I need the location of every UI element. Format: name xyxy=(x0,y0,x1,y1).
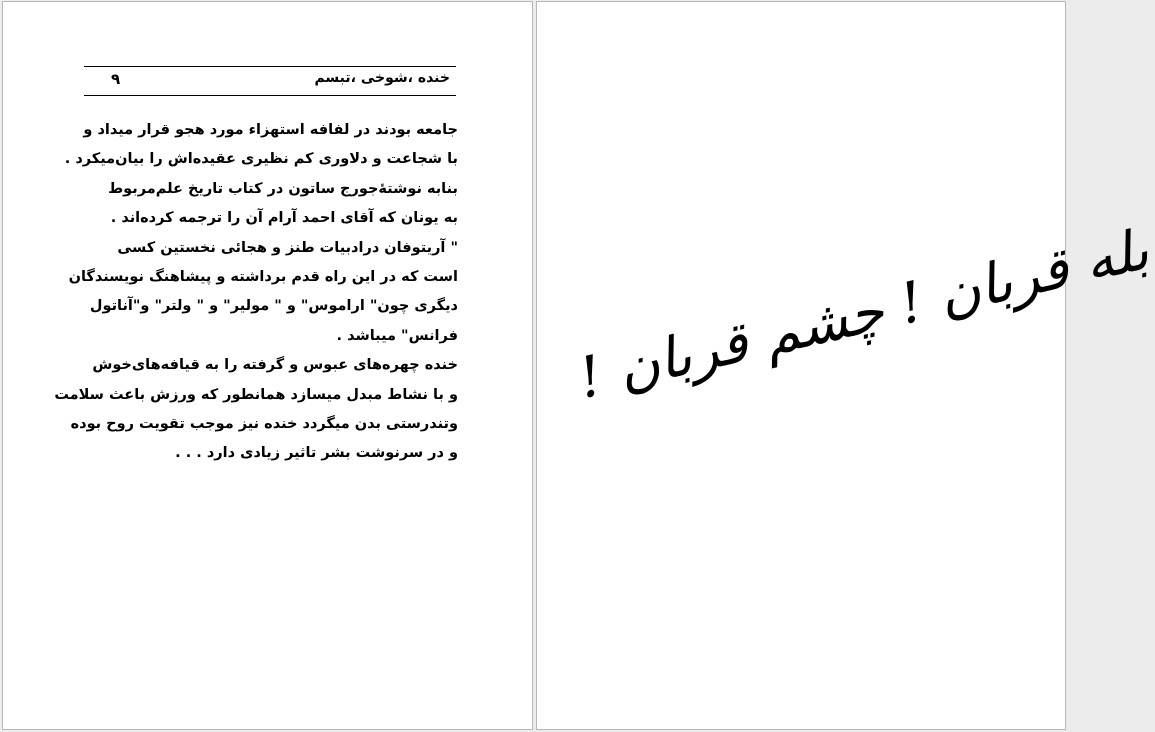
text-line: و در سرنوشت بشر تاثیر زیادی دارد . . . xyxy=(175,445,458,462)
running-head xyxy=(84,66,456,96)
text-line: و با نشاط مبدل میسازد همانطور که ورزش باعث سلامت xyxy=(54,386,458,403)
left-page xyxy=(2,1,533,730)
body-text xyxy=(54,116,458,469)
text-line: خنده چهره‌های عبوس و گرفته را به قیافه‌های‌خوش xyxy=(92,357,458,374)
text-line: دیگری چون" اراموس" و " مولیر" و " ولتر" و"آناتول xyxy=(89,298,458,315)
text-line: بنابه نوشته‌ٔجورج ساتون در کتاب تاریخ علم‌مربوط xyxy=(108,180,458,197)
text-line: وتندرستی بدن میگردد خنده نیز موجب تقویت روح بوده xyxy=(70,415,458,432)
text-line: است که در این راه قدم برداشته و پیشاهنگ نویسندگان xyxy=(68,268,458,285)
calligraphy-heading xyxy=(537,217,1155,412)
running-title: خنده ،شوخی ،تبسم xyxy=(314,70,450,86)
text-line: جامعه بودند در لفافه استهزاء مورد هجو قرار میداد و xyxy=(83,122,458,138)
text-line: " آریتوفان درادبیات طنز و هجائی نخستین کسی xyxy=(117,239,458,256)
right-page xyxy=(536,1,1155,730)
text-line: فرانس" میباشد . xyxy=(336,327,458,344)
text-line: با شجاعت و دلاوری کم نظیری عقیده‌اش را بیان‌میکرد . xyxy=(64,151,458,168)
text-line: به یونان که آقای احمد آرام آن را ترجمه کرده‌اند . xyxy=(110,210,458,227)
page-number: ۹ xyxy=(111,70,121,88)
calligraphy-text: بله قربان ! چشم قربان ! xyxy=(572,217,1155,412)
